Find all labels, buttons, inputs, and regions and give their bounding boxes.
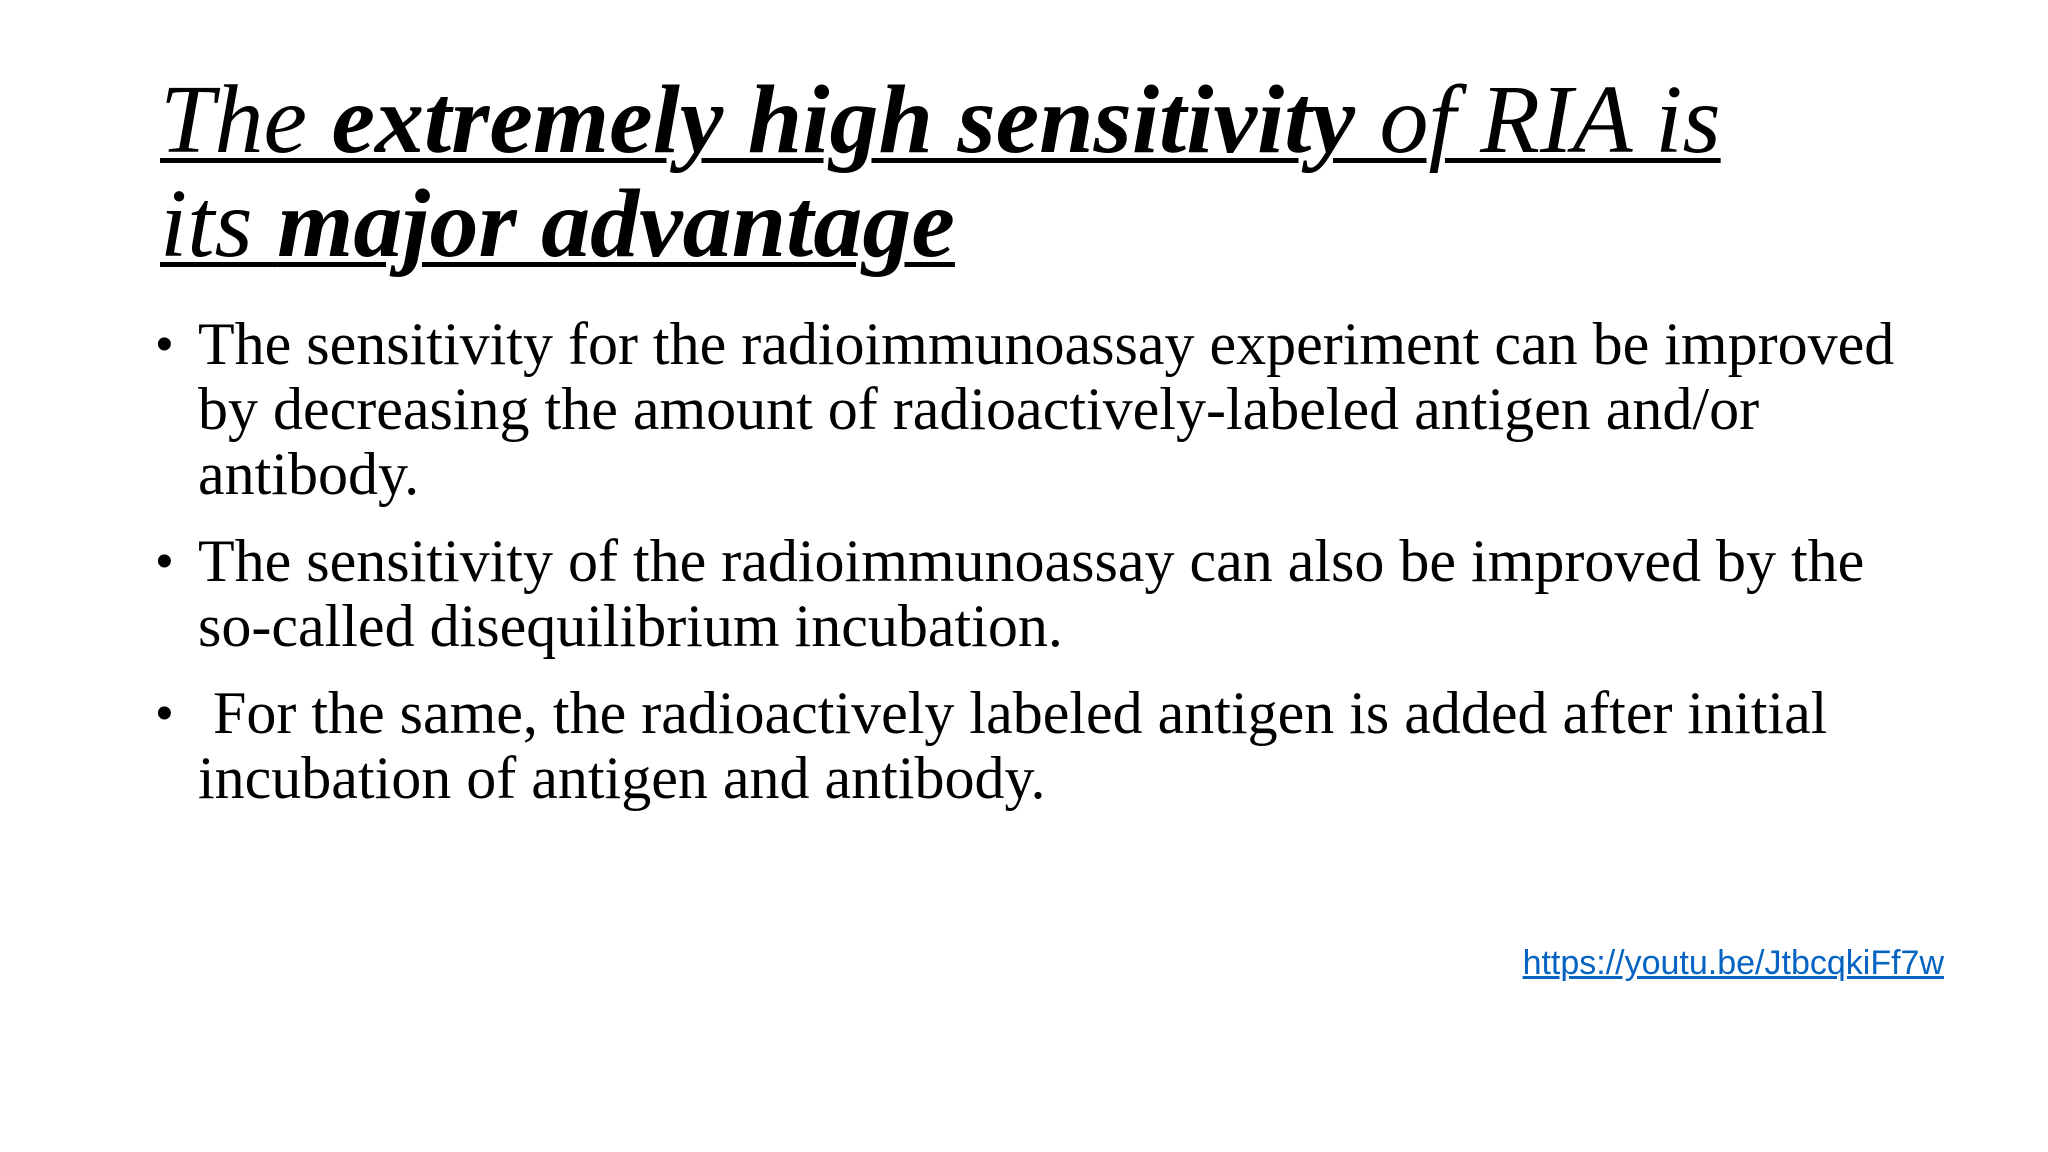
- slide-title: [160, 68, 1760, 276]
- bullet-dot-icon: •: [156, 687, 173, 740]
- video-link[interactable]: https://youtu.be/JtbcqkiFf7w: [1522, 944, 1944, 982]
- title-part-1: The: [160, 66, 332, 174]
- bullet-item: [150, 529, 1930, 659]
- title-part-3: of RIA is its: [160, 66, 1721, 278]
- bullet-list: [150, 312, 1930, 833]
- bullet-text: The sensitivity of the radioimmunoassay can also be improved by the so-called disequilibrium incubation.: [198, 528, 1865, 659]
- bullet-text: The sensitivity for the radioimmunoassay experiment can be improved by decreasing the amount of radioactively-labeled antigen and/or antibody.: [198, 311, 1895, 507]
- bullet-item: [150, 312, 1930, 507]
- bullet-item: [150, 681, 1930, 811]
- bullet-dot-icon: •: [156, 535, 173, 588]
- title-emphasis-2: major advantage: [277, 170, 955, 278]
- bullet-text: For the same, the radioactively labeled antigen is added after initial incubation of antigen and antibody.: [198, 680, 1843, 811]
- bullet-dot-icon: •: [156, 318, 173, 371]
- title-emphasis-1: extremely high sensitivity: [331, 66, 1355, 174]
